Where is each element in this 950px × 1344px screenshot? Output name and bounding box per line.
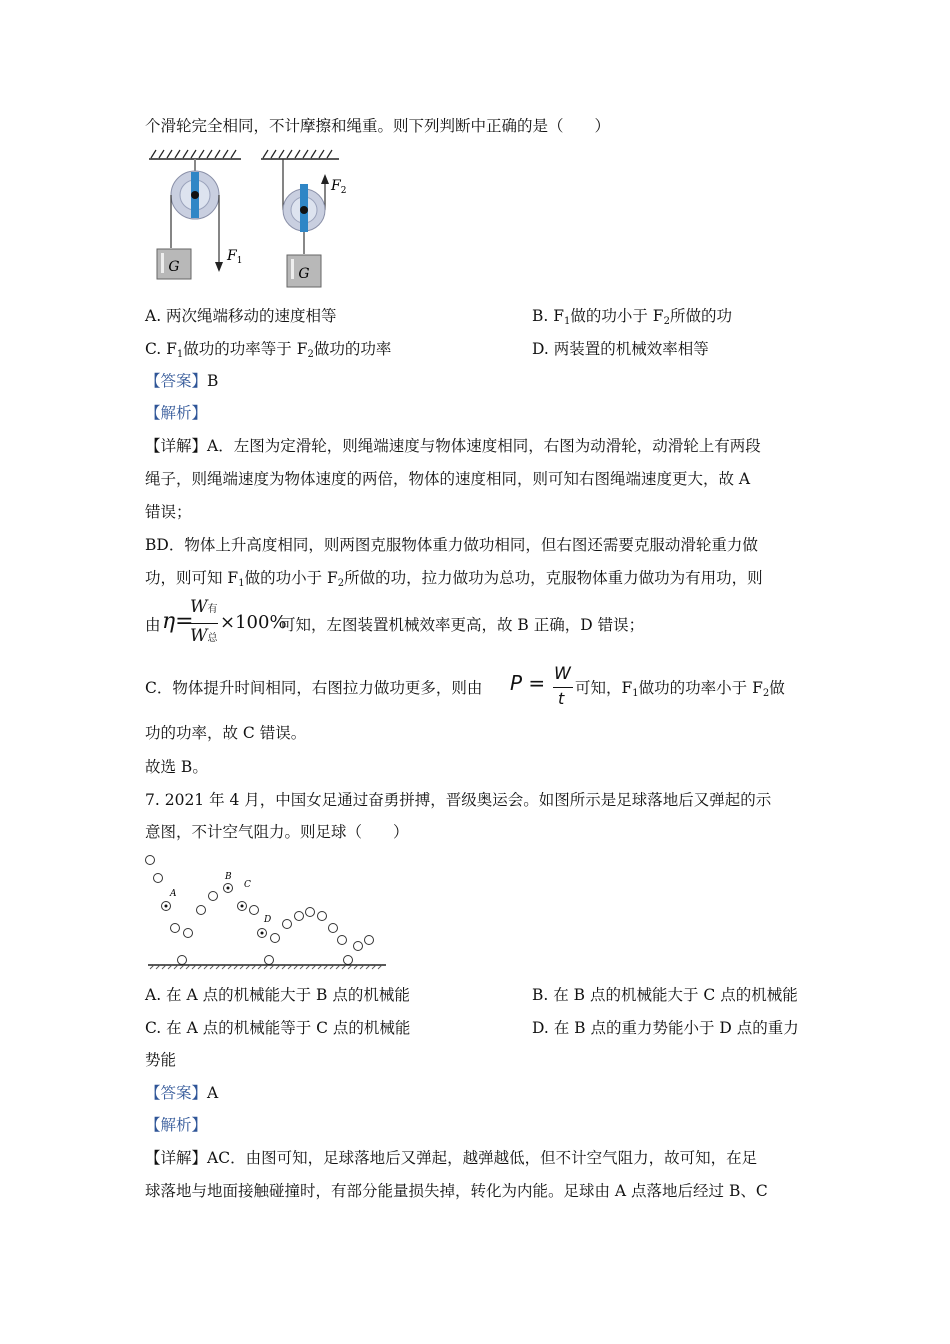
- ball: [283, 920, 292, 929]
- q7-option-d-continued: 势能: [145, 1051, 177, 1069]
- ground: [148, 965, 386, 969]
- q6-detail-line-4: BD．物体上升高度相同，则两图克服物体重力做功相同，但右图还需要克服动滑轮重力做: [145, 536, 758, 554]
- ball: [344, 956, 353, 965]
- q7-option-d: D. 在 B 点的重力势能小于 D 点的重力: [532, 1019, 799, 1037]
- label-g-left: G: [168, 259, 180, 275]
- ball: [146, 856, 155, 865]
- fraction-bar: [188, 623, 218, 624]
- ball: [184, 929, 193, 938]
- q6-detail-line-8: 功的功率，故 C 错误。: [145, 724, 307, 742]
- svg-text:A: A: [170, 889, 177, 899]
- q6-detail-line-6-post: 可知，左图装置机械效率更高，故 B 正确，D 错误；: [280, 616, 645, 634]
- movable-pulley: [283, 159, 329, 254]
- ball: [154, 874, 163, 883]
- q7-option-c: C. 在 A 点的机械能等于 C 点的机械能: [145, 1019, 411, 1037]
- q6-detail-line-7-post: 可知，$F_1$做功的功率小于 $F_2$做: [575, 679, 785, 699]
- q6-option-b: B. $F_1$做的功小于 $F_2$所做的功: [532, 307, 732, 327]
- q6-detail-line-6-pre: 由: [145, 616, 161, 634]
- ceiling-right: [261, 150, 339, 159]
- q6-detail-line-7-pre: C．物体提升时间相同，右图拉力做功更多，则由: [145, 679, 483, 697]
- q6-stem-tail: 个滑轮完全相同，不计摩擦和绳重。则下列判断中正确的是（ ）: [145, 117, 611, 135]
- power-p-equals: P =: [510, 671, 546, 695]
- point-c: [238, 880, 252, 911]
- ceiling-left: [149, 150, 241, 159]
- fraction-denominator: W总: [190, 626, 218, 646]
- ball: [338, 936, 347, 945]
- ball: [171, 924, 180, 933]
- ball: [295, 912, 304, 921]
- ball: [265, 956, 274, 965]
- ball-bounce-figure: [145, 850, 390, 975]
- q7-stem-line-2: 意图，不计空气阻力。则足球（ ）: [145, 823, 409, 841]
- q7-stem-line-1: 7. 2021 年 4 月，中国女足通过奋勇拼搏，晋级奥运会。如图所示是足球落地后又弹起的示: [145, 791, 772, 809]
- q6-answer: 【答案】B: [145, 372, 219, 390]
- q6-option-d: D. 两装置的机械效率相等: [532, 340, 709, 358]
- power-fraction-bar: [553, 687, 573, 688]
- q6-detail-line-2: 绳子，则绳端速度为物体速度的两倍，物体的速度相同，则可知右图绳端速度更大，故 A: [145, 470, 751, 488]
- ball: [250, 906, 259, 915]
- q6-option-a: A. 两次绳端移动的速度相等: [145, 307, 337, 325]
- q6-detail-line-1: 【详解】A．左图为定滑轮，则绳端速度与物体速度相同，右图为动滑轮，动滑轮上有两段: [145, 437, 761, 455]
- q6-option-c: C. $F_1$做功的功率等于 $F_2$做功的功率: [145, 340, 392, 360]
- q6-detail-line-5: 功，则可知 $F_1$做的功小于 $F_2$所做的功，拉力做功为总功，克服物体重力做功为有用功，则: [145, 569, 763, 589]
- pulley-figure: [145, 148, 345, 293]
- svg-text:B: B: [225, 872, 232, 882]
- q7-analysis-label: 【解析】: [145, 1116, 208, 1134]
- label-f1: $F_1$: [227, 248, 243, 266]
- label-g-right: G: [298, 266, 310, 282]
- ball: [306, 908, 315, 917]
- ball: [365, 936, 374, 945]
- weight-left: [157, 249, 191, 279]
- ball: [329, 924, 338, 933]
- point-a: [162, 889, 178, 911]
- svg-text:D: D: [264, 915, 272, 925]
- q6-detail-line-3: 错误；: [145, 503, 192, 521]
- q7-detail-line-2: 球落地与地面接触碰撞时，有部分能量损失掉，转化为内能。足球由 A 点落地后经过 B、C: [145, 1182, 768, 1200]
- power-numerator: W: [554, 664, 571, 684]
- q6-analysis-label: 【解析】: [145, 404, 208, 422]
- times-100-percent: ×100%: [220, 612, 287, 633]
- ball: [197, 906, 206, 915]
- weight-right: [287, 255, 321, 287]
- ball: [271, 934, 280, 943]
- q7-answer: 【答案】A: [145, 1084, 219, 1102]
- ball: [318, 912, 327, 921]
- label-f2: $F_2$: [331, 178, 347, 196]
- power-denominator: t: [558, 689, 565, 708]
- q7-option-a: A. 在 A 点的机械能大于 B 点的机械能: [145, 986, 410, 1004]
- q6-conclusion: 故选 B。: [145, 758, 208, 776]
- eta-symbol: η=: [162, 609, 194, 634]
- svg-text:C: C: [244, 880, 251, 890]
- point-d: [258, 915, 272, 938]
- ball: [354, 942, 363, 951]
- ball: [178, 956, 187, 965]
- q7-detail-line-1: 【详解】AC．由图可知，足球落地后又弹起，越弹越低，但不计空气阻力，故可知，在足: [145, 1149, 758, 1167]
- ball: [209, 892, 218, 901]
- fraction-numerator: W有: [190, 597, 218, 617]
- point-b: [224, 872, 233, 893]
- q7-option-b: B. 在 B 点的机械能大于 C 点的机械能: [532, 986, 798, 1004]
